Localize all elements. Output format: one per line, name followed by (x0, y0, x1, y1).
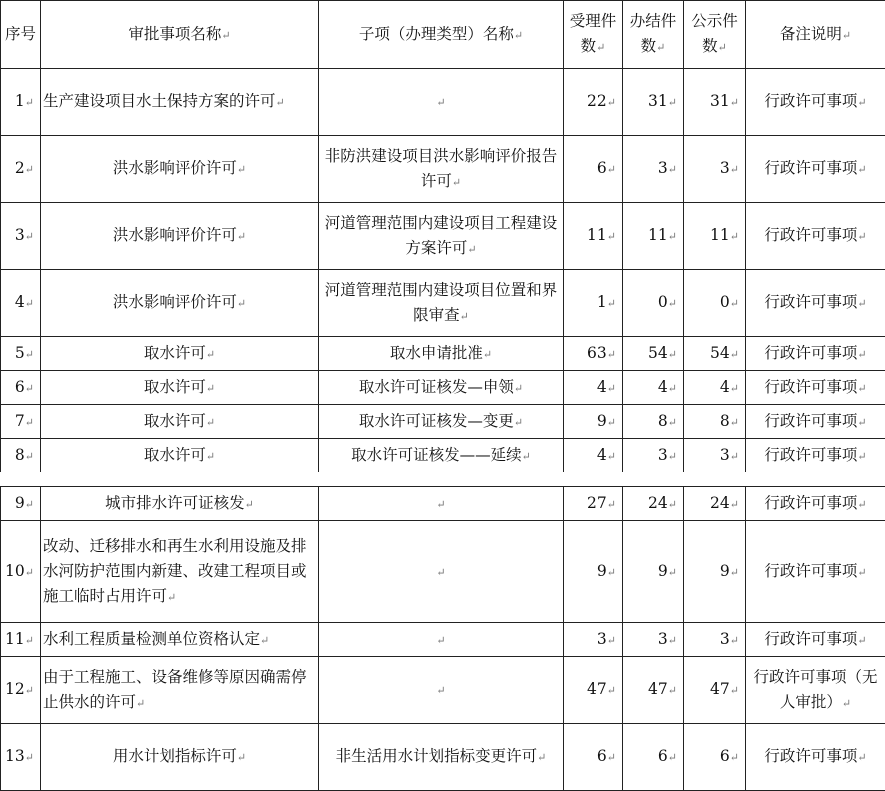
return-mark-icon: ↵ (607, 163, 616, 176)
cell-accepted (564, 623, 623, 657)
cell-public (684, 623, 746, 657)
cell-item (41, 337, 319, 371)
return-mark-icon: ↵ (607, 751, 616, 764)
cell-item (41, 724, 319, 791)
return-mark-icon: ↵ (237, 163, 246, 176)
table-row (1, 405, 885, 439)
cell-seq-text: 12 (5, 680, 25, 698)
return-mark-icon: ↵ (668, 163, 677, 176)
cell-seq (1, 203, 41, 270)
cell-seq-text: 9 (15, 494, 25, 512)
cell-completed (623, 657, 684, 724)
return-mark-icon: ↵ (25, 416, 34, 429)
table-row (1, 136, 885, 203)
cell-accepted-text: 6 (597, 747, 607, 765)
return-mark-icon: ↵ (260, 634, 269, 647)
return-mark-icon: ↵ (25, 498, 34, 511)
return-mark-icon: ↵ (857, 382, 866, 395)
cell-item-text: 城市排水许可证核发 (105, 494, 245, 512)
cell-seq-text: 11 (5, 630, 25, 648)
cell-accepted (564, 203, 623, 270)
cell-item (41, 136, 319, 203)
cell-item-text: 改动、迁移排水和再生水利用设施及排水河防护范围内新建、改建工程项目或施工临时占用许可 (43, 537, 307, 605)
cell-remark-text: 行政许可事项 (764, 344, 857, 362)
return-mark-icon: ↵ (607, 450, 616, 463)
return-mark-icon: ↵ (857, 450, 866, 463)
return-mark-icon: ↵ (668, 684, 677, 697)
cell-completed (623, 337, 684, 371)
return-mark-icon: ↵ (436, 684, 445, 697)
return-mark-icon: ↵ (607, 96, 616, 109)
cell-accepted-text: 47 (587, 680, 607, 698)
cell-remark-text: 行政许可事项 (764, 378, 857, 396)
cell-seq-text: 8 (15, 446, 25, 464)
cell-remark (746, 521, 885, 623)
cell-item (41, 371, 319, 405)
header-seq: 序号 (1, 1, 41, 69)
cell-public (684, 69, 746, 136)
cell-accepted-text: 22 (587, 92, 607, 110)
cell-remark-text: 行政许可事项 (764, 92, 857, 110)
cell-seq-text: 7 (15, 412, 25, 430)
cell-completed (623, 69, 684, 136)
table-row (1, 623, 885, 657)
cell-completed-text: 3 (658, 446, 668, 464)
return-mark-icon: ↵ (25, 96, 34, 109)
cell-accepted-text: 9 (597, 412, 607, 430)
return-mark-icon: ↵ (668, 382, 677, 395)
cell-completed (623, 203, 684, 270)
cell-public-text: 3 (720, 446, 730, 464)
cell-completed-text: 54 (648, 344, 668, 362)
cell-remark (746, 724, 885, 791)
cell-item (41, 439, 319, 473)
header-sub: 子项（办理类型）名称↵ (319, 1, 564, 69)
cell-public-text: 0 (720, 293, 730, 311)
header-completed: 办结件数↵ (623, 1, 684, 69)
cell-completed-text: 3 (658, 630, 668, 648)
cell-public-text: 24 (710, 494, 730, 512)
cell-remark (746, 371, 885, 405)
return-mark-icon: ↵ (607, 348, 616, 361)
cell-sub (319, 623, 564, 657)
cell-item-text: 洪水影响评价许可 (113, 159, 237, 177)
header-item: 审批事项名称↵ (41, 1, 319, 69)
return-mark-icon: ↵ (206, 382, 215, 395)
cell-completed-text: 9 (658, 562, 668, 580)
cell-seq (1, 724, 41, 791)
return-mark-icon: ↵ (452, 176, 461, 189)
cell-completed (623, 405, 684, 439)
cell-sub (319, 270, 564, 337)
return-mark-icon: ↵ (25, 230, 34, 243)
cell-sub-text: 取水许可证核发—变更 (359, 412, 514, 430)
return-mark-icon: ↵ (25, 751, 34, 764)
cell-public (684, 487, 746, 521)
return-mark-icon: ↵ (607, 684, 616, 697)
cell-public (684, 203, 746, 270)
cell-seq-text: 2 (15, 159, 25, 177)
cell-public (684, 724, 746, 791)
return-mark-icon: ↵ (730, 163, 739, 176)
return-mark-icon: ↵ (730, 684, 739, 697)
cell-seq (1, 337, 41, 371)
cell-sub-text: 非生活用水计划指标变更许可 (336, 747, 538, 765)
cell-accepted (564, 337, 623, 371)
cell-sub (319, 371, 564, 405)
return-mark-icon: ↵ (25, 566, 34, 579)
return-mark-icon: ↵ (483, 348, 492, 361)
cell-completed (623, 487, 684, 521)
return-mark-icon: ↵ (730, 96, 739, 109)
return-mark-icon: ↵ (514, 416, 523, 429)
cell-seq-text: 13 (5, 747, 25, 765)
cell-seq (1, 270, 41, 337)
cell-item-text: 生产建设项目水土保持方案的许可 (43, 92, 276, 110)
cell-public (684, 657, 746, 724)
cell-accepted-text: 3 (597, 630, 607, 648)
return-mark-icon: ↵ (857, 96, 866, 109)
cell-accepted (564, 371, 623, 405)
cell-item-text: 用水计划指标许可 (113, 747, 237, 765)
return-mark-icon: ↵ (668, 450, 677, 463)
return-mark-icon: ↵ (857, 498, 866, 511)
return-mark-icon: ↵ (730, 634, 739, 647)
cell-seq (1, 136, 41, 203)
cell-sub (319, 521, 564, 623)
cell-completed-text: 11 (648, 226, 668, 244)
cell-completed (623, 136, 684, 203)
approval-table-part2 (0, 486, 885, 791)
table-header-row (1, 1, 885, 69)
cell-completed-text: 8 (658, 412, 668, 430)
cell-public-text: 31 (710, 92, 730, 110)
cell-item (41, 487, 319, 521)
cell-accepted (564, 405, 623, 439)
return-mark-icon: ↵ (607, 297, 616, 310)
cell-remark (746, 657, 885, 724)
table-row (1, 371, 885, 405)
cell-item-text: 洪水影响评价许可 (113, 226, 237, 244)
return-mark-icon: ↵ (276, 96, 285, 109)
cell-completed (623, 521, 684, 623)
cell-sub (319, 136, 564, 203)
return-mark-icon: ↵ (857, 163, 866, 176)
table-row (1, 203, 885, 270)
return-mark-icon: ↵ (436, 498, 445, 511)
cell-accepted (564, 724, 623, 791)
return-mark-icon: ↵ (730, 751, 739, 764)
header-remark: 备注说明↵ (746, 1, 885, 69)
return-mark-icon: ↵ (607, 566, 616, 579)
cell-accepted (564, 136, 623, 203)
cell-public-text: 3 (720, 630, 730, 648)
table-row (1, 270, 885, 337)
page-gap (0, 472, 885, 486)
cell-seq (1, 405, 41, 439)
cell-remark (746, 405, 885, 439)
cell-seq-text: 4 (15, 293, 25, 311)
cell-completed (623, 623, 684, 657)
cell-accepted (564, 521, 623, 623)
return-mark-icon: ↵ (245, 498, 254, 511)
cell-sub-text: 取水申请批准 (390, 344, 483, 362)
cell-sub (319, 657, 564, 724)
return-mark-icon: ↵ (607, 382, 616, 395)
cell-remark (746, 439, 885, 473)
header-public: 公示件数↵ (684, 1, 746, 69)
cell-sub-text: 取水许可证核发——延续 (351, 446, 522, 464)
cell-remark (746, 136, 885, 203)
cell-sub (319, 724, 564, 791)
return-mark-icon: ↵ (730, 450, 739, 463)
cell-sub-text: 取水许可证核发—申领 (359, 378, 514, 396)
return-mark-icon: ↵ (522, 450, 531, 463)
return-mark-icon: ↵ (668, 566, 677, 579)
cell-remark (746, 203, 885, 270)
cell-remark-text: 行政许可事项 (764, 747, 857, 765)
cell-item (41, 270, 319, 337)
return-mark-icon: ↵ (607, 498, 616, 511)
return-mark-icon: ↵ (237, 230, 246, 243)
return-mark-icon: ↵ (25, 382, 34, 395)
return-mark-icon: ↵ (730, 416, 739, 429)
cell-sub (319, 203, 564, 270)
table-row (1, 337, 885, 371)
return-mark-icon: ↵ (460, 310, 469, 323)
return-mark-icon: ↵ (25, 163, 34, 176)
cell-accepted (564, 657, 623, 724)
cell-completed (623, 371, 684, 405)
cell-seq (1, 439, 41, 473)
table-row (1, 69, 885, 136)
cell-remark-text: 行政许可事项 (764, 562, 857, 580)
cell-public-text: 54 (710, 344, 730, 362)
cell-seq-text: 1 (15, 92, 25, 110)
return-mark-icon: ↵ (206, 348, 215, 361)
cell-seq-text: 10 (5, 562, 25, 580)
return-mark-icon: ↵ (857, 566, 866, 579)
return-mark-icon: ↵ (25, 348, 34, 361)
cell-completed (623, 439, 684, 473)
cell-seq (1, 487, 41, 521)
return-mark-icon: ↵ (514, 382, 523, 395)
cell-completed-text: 3 (658, 159, 668, 177)
cell-accepted-text: 63 (587, 344, 607, 362)
cell-public-text: 8 (720, 412, 730, 430)
return-mark-icon: ↵ (668, 416, 677, 429)
cell-completed-text: 0 (658, 293, 668, 311)
header-accepted: 受理件数↵ (564, 1, 623, 69)
cell-public (684, 270, 746, 337)
return-mark-icon: ↵ (25, 450, 34, 463)
cell-item (41, 657, 319, 724)
cell-remark-text: 行政许可事项 (764, 293, 857, 311)
cell-accepted-text: 1 (597, 293, 607, 311)
cell-public-text: 4 (720, 378, 730, 396)
cell-remark-text: 行政许可事项 (764, 226, 857, 244)
cell-sub (319, 487, 564, 521)
cell-sub (319, 337, 564, 371)
cell-accepted-text: 11 (587, 226, 607, 244)
cell-item-text: 取水许可 (144, 344, 206, 362)
cell-seq-text: 6 (15, 378, 25, 396)
cell-public-text: 11 (710, 226, 730, 244)
cell-remark (746, 623, 885, 657)
return-mark-icon: ↵ (206, 450, 215, 463)
cell-seq (1, 521, 41, 623)
cell-completed-text: 24 (648, 494, 668, 512)
cell-accepted-text: 27 (587, 494, 607, 512)
return-mark-icon: ↵ (668, 634, 677, 647)
cell-remark-text: 行政许可事项 (764, 412, 857, 430)
table-row (1, 439, 885, 473)
cell-remark (746, 69, 885, 136)
cell-item (41, 69, 319, 136)
cell-completed-text: 6 (658, 747, 668, 765)
return-mark-icon: ↵ (237, 751, 246, 764)
return-mark-icon: ↵ (857, 751, 866, 764)
cell-accepted-text: 6 (597, 159, 607, 177)
cell-public (684, 439, 746, 473)
return-mark-icon: ↵ (857, 634, 866, 647)
return-mark-icon: ↵ (136, 697, 145, 710)
table-row (1, 657, 885, 724)
return-mark-icon: ↵ (436, 634, 445, 647)
cell-remark-text: 行政许可事项 (764, 630, 857, 648)
return-mark-icon: ↵ (730, 566, 739, 579)
return-mark-icon: ↵ (842, 697, 851, 710)
cell-item (41, 521, 319, 623)
return-mark-icon: ↵ (25, 297, 34, 310)
cell-item (41, 203, 319, 270)
return-mark-icon: ↵ (668, 230, 677, 243)
cell-seq (1, 69, 41, 136)
return-mark-icon: ↵ (537, 751, 546, 764)
cell-completed (623, 270, 684, 337)
cell-item (41, 405, 319, 439)
cell-remark-text: 行政许可事项 (764, 446, 857, 464)
return-mark-icon: ↵ (25, 634, 34, 647)
cell-item-text: 取水许可 (144, 378, 206, 396)
return-mark-icon: ↵ (607, 416, 616, 429)
cell-public (684, 337, 746, 371)
cell-accepted (564, 487, 623, 521)
cell-item-text: 由于工程施工、设备维修等原因确需停止供水的许可 (43, 668, 307, 711)
cell-item-text: 取水许可 (144, 446, 206, 464)
cell-item-text: 取水许可 (144, 412, 206, 430)
cell-sub (319, 405, 564, 439)
return-mark-icon: ↵ (25, 684, 34, 697)
cell-seq-text: 5 (15, 344, 25, 362)
return-mark-icon: ↵ (857, 348, 866, 361)
return-mark-icon: ↵ (436, 566, 445, 579)
return-mark-icon: ↵ (857, 297, 866, 310)
cell-public-text: 6 (720, 747, 730, 765)
cell-accepted (564, 439, 623, 473)
return-mark-icon: ↵ (467, 243, 476, 256)
cell-completed (623, 724, 684, 791)
table-row (1, 487, 885, 521)
return-mark-icon: ↵ (857, 416, 866, 429)
cell-completed-text: 47 (648, 680, 668, 698)
table-row (1, 521, 885, 623)
return-mark-icon: ↵ (206, 416, 215, 429)
cell-item-text: 水利工程质量检测单位资格认定 (43, 630, 260, 648)
cell-public (684, 371, 746, 405)
return-mark-icon: ↵ (730, 348, 739, 361)
cell-public (684, 521, 746, 623)
cell-accepted-text: 4 (597, 446, 607, 464)
cell-public-text: 3 (720, 159, 730, 177)
cell-sub-text: 河道管理范围内建设项目工程建设方案许可 (325, 214, 558, 257)
cell-item-text: 洪水影响评价许可 (113, 293, 237, 311)
cell-remark-text: 行政许可事项 (764, 159, 857, 177)
cell-public-text: 47 (710, 680, 730, 698)
return-mark-icon: ↵ (436, 96, 445, 109)
cell-public (684, 136, 746, 203)
cell-public-text: 9 (720, 562, 730, 580)
return-mark-icon: ↵ (668, 498, 677, 511)
cell-remark (746, 487, 885, 521)
cell-seq (1, 657, 41, 724)
cell-remark (746, 337, 885, 371)
return-mark-icon: ↵ (730, 230, 739, 243)
cell-sub-text: 河道管理范围内建设项目位置和界限审查 (325, 281, 558, 324)
cell-accepted-text: 9 (597, 562, 607, 580)
cell-remark-text: 行政许可事项（无人审批） (753, 668, 877, 711)
cell-sub (319, 439, 564, 473)
cell-seq (1, 371, 41, 405)
return-mark-icon: ↵ (730, 498, 739, 511)
return-mark-icon: ↵ (668, 96, 677, 109)
cell-seq (1, 623, 41, 657)
cell-remark (746, 270, 885, 337)
cell-public (684, 405, 746, 439)
return-mark-icon: ↵ (857, 230, 866, 243)
return-mark-icon: ↵ (607, 230, 616, 243)
return-mark-icon: ↵ (607, 634, 616, 647)
return-mark-icon: ↵ (668, 297, 677, 310)
return-mark-icon: ↵ (237, 297, 246, 310)
return-mark-icon: ↵ (730, 382, 739, 395)
cell-sub (319, 69, 564, 136)
cell-remark-text: 行政许可事项 (764, 494, 857, 512)
table-row (1, 724, 885, 791)
cell-completed-text: 31 (648, 92, 668, 110)
cell-sub-text: 非防洪建设项目洪水影响评价报告许可 (325, 147, 558, 190)
cell-seq-text: 3 (15, 226, 25, 244)
cell-item (41, 623, 319, 657)
cell-accepted-text: 4 (597, 378, 607, 396)
cell-accepted (564, 270, 623, 337)
return-mark-icon: ↵ (668, 751, 677, 764)
return-mark-icon: ↵ (167, 591, 176, 604)
cell-accepted (564, 69, 623, 136)
return-mark-icon: ↵ (730, 297, 739, 310)
return-mark-icon: ↵ (668, 348, 677, 361)
cell-completed-text: 4 (658, 378, 668, 396)
